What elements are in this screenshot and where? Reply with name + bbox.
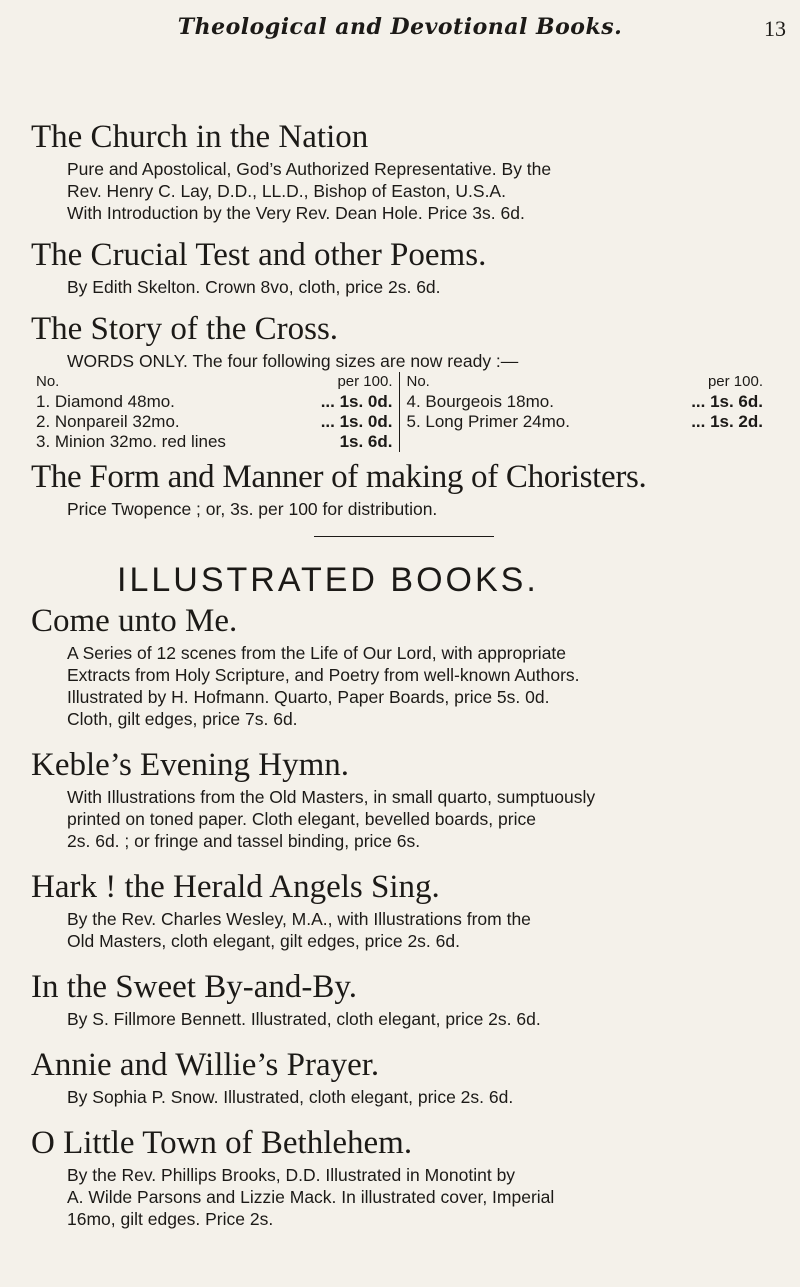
book-title-hark-herald-angels: Hark ! the Herald Angels Sing. [31,869,440,905]
section-divider [314,536,494,537]
table-row [36,412,393,432]
entry-line: Rev. Henry C. Lay, D.D., LL.D., Bishop of Easton, U.S.A. [67,181,506,201]
entry-line: Extracts from Holy Scripture, and Poetry from well-known Authors. [67,665,580,685]
book-body-little-town-bethlehem [67,1164,776,1230]
entry-body-choristers [67,498,776,520]
page-number: 13 [764,16,786,41]
entry-line: By Sophia P. Snow. Illustrated, cloth elegant, price 2s. 6d. [67,1087,514,1107]
size-price: ... 1s. 0d. [320,412,393,431]
entry-line: With Illustrations from the Old Masters, in small quarto, sumptuously [67,787,596,807]
size-name: 1. Diamond 48mo. [36,392,175,411]
section-heading-illustrated-books: ILLUSTRATED BOOKS. [117,561,539,599]
catalogue-content [31,118,776,1230]
entry-line: By Edith Skelton. Crown 8vo, cloth, price 2s. 6d. [67,277,441,297]
entry-line: A. Wilde Parsons and Lizzie Mack. In illustrated cover, Imperial [67,1187,555,1207]
column-header-no: No. [406,373,430,390]
table-header-row [36,372,393,392]
entry-body-crucial-test [67,276,776,298]
table-row [36,432,393,452]
entry-line: A Series of 12 scenes from the Life of Our Lord, with appropriate [67,643,567,663]
entry-line: printed on toned paper. Cloth elegant, bevelled boards, price [67,809,536,829]
entry-title-story-of-cross: The Story of the Cross. [31,311,339,347]
table-row [407,392,764,412]
book-body-kebles-evening-hymn [67,786,776,852]
column-header-per: per 100. [707,373,763,390]
table-row [407,412,764,432]
size-price: ... 1s. 0d. [320,392,393,411]
book-body-hark-herald-angels [67,908,776,952]
running-title: Theological and Devotional Books. [177,14,623,40]
column-header-per: per 100. [337,373,393,390]
entry-line: With Introduction by the Very Rev. Dean Hole. Price 3s. 6d. [67,203,525,223]
size-table-block [36,350,763,452]
size-name: 2. Nonpareil 32mo. [36,412,180,431]
entry-line: Cloth, gilt edges, price 7s. 6d. [67,709,298,729]
table-row [36,392,393,412]
book-body-sweet-by-and-by [67,1008,776,1030]
entry-line: Pure and Apostolical, God’s Authorized Representative. By the [67,159,552,179]
size-price: 1s. 6d. [339,432,393,451]
book-title-annie-and-willie: Annie and Willie’s Prayer. [31,1047,380,1083]
table-header-row [407,372,764,392]
size-price: ... 1s. 6d. [691,392,763,411]
book-title-kebles-evening-hymn: Keble’s Evening Hymn. [31,747,350,783]
entry-title-crucial-test: The Crucial Test and other Poems. [31,237,487,273]
entry-line: 2s. 6d. ; or fringe and tassel binding, price 6s. [67,831,421,851]
entry-line: 16mo, gilt edges. Price 2s. [67,1209,274,1229]
column-header-no: No. [36,373,60,390]
size-table-left-column [36,372,400,452]
entry-line: Illustrated by H. Hofmann. Quarto, Paper Boards, price 5s. 0d. [67,687,550,707]
size-table-right-column [400,372,764,452]
book-title-come-unto-me: Come unto Me. [31,603,238,639]
words-only-line: WORDS ONLY. The four following sizes are now ready :— [67,351,519,371]
entry-title-choristers: The Form and Manner of making of Choristers. [31,459,647,495]
size-name: 4. Bourgeois 18mo. [406,392,554,411]
entry-line: By the Rev. Charles Wesley, M.A., with Illustrations from the [67,909,531,929]
entry-line: Price Twopence ; or, 3s. per 100 for distribution. [67,499,438,519]
running-head [0,12,800,52]
entry-title-church-in-nation: The Church in the Nation [31,119,369,155]
book-title-little-town-bethlehem: O Little Town of Bethlehem. [31,1125,413,1161]
size-price: ... 1s. 2d. [691,412,763,431]
entry-line: By the Rev. Phillips Brooks, D.D. Illustrated in Monotint by [67,1165,516,1185]
entry-line: Old Masters, cloth elegant, gilt edges, price 2s. 6d. [67,931,460,951]
entry-line: By S. Fillmore Bennett. Illustrated, cloth elegant, price 2s. 6d. [67,1009,541,1029]
book-body-come-unto-me [67,642,776,730]
book-title-sweet-by-and-by: In the Sweet By-and-By. [31,969,357,1005]
size-table [36,372,763,452]
size-name: 3. Minion 32mo. red lines [36,432,226,451]
book-body-annie-and-willie [67,1086,776,1108]
entry-body-church-in-nation [67,158,776,224]
size-name: 5. Long Primer 24mo. [406,412,570,431]
